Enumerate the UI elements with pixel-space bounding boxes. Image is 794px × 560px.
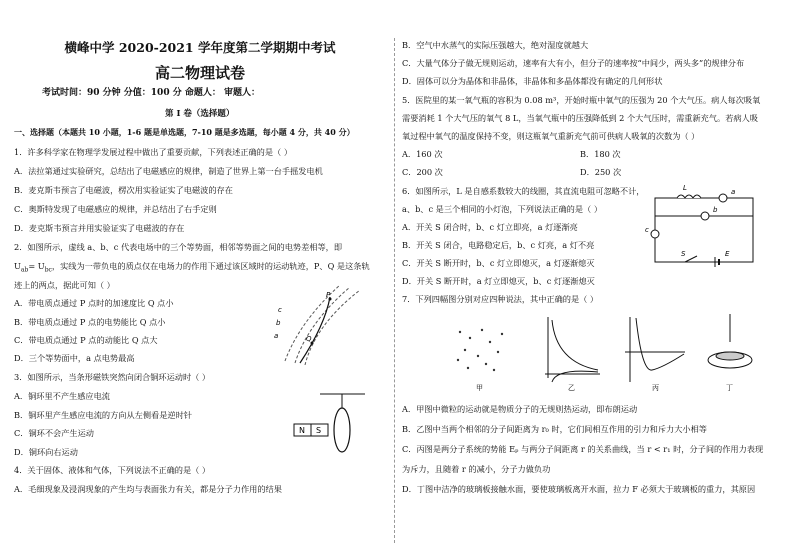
q4-option-c: C．大量气体分子做无规则运动，速率有大有小，但分子的速率按“中间少，两头多”的规律分布 (402, 58, 745, 68)
label-ding: 丁 (726, 384, 733, 392)
label-q: Q (306, 335, 312, 343)
column-divider (394, 38, 396, 543)
copper-ring (334, 408, 350, 452)
q2-stem-3: 迹上的两点，据此可知（ ） (14, 280, 115, 290)
q3-option-a: A．铜环里不产生感应电流 (14, 391, 110, 401)
q2-option-c: C．带电质点通过 P 点的动能比 Q 点大 (14, 335, 158, 345)
exam-info: 考试时间：90 分钟 分值：100 分 命题人： 审题人： (42, 88, 260, 98)
figure-bing (625, 317, 685, 392)
label-s: S (316, 426, 322, 435)
q7-option-c-cont: 为斥力，且随着 r 的减小，分子力做负功 (402, 464, 551, 474)
lamp-c (651, 230, 659, 238)
equipotential-c (285, 285, 340, 361)
q2-stem-2 (14, 261, 370, 276)
q5-option-c: C．200 次 (402, 167, 443, 177)
q6-option-d: D．开关 S 断开时，a 灯立即熄灭，b、c 灯逐渐熄灭 (402, 276, 595, 286)
q7-figures (440, 312, 780, 397)
q1-option-a: A．法拉第通过实验研究，总结出了电磁感应的规律，制造了世界上第一台手摇发电机 (14, 166, 323, 176)
q2-stem-eq: = U (28, 261, 45, 271)
q7-option-a: A．甲图中微粒的运动就是物质分子的无规则热运动，即布朗运动 (402, 404, 638, 414)
q6-stem-2: a、b、c 是三个相同的小灯泡，下列说法正确的是（ ） (402, 204, 603, 214)
q5-stem-2: 需要消耗 1 个大气压的氧气 8 L，当氧气瓶中的压强降低到 2 个大气压时，需重新充气。若病人吸 (402, 113, 758, 123)
lamp-b (701, 212, 709, 220)
q6-stem-1: 6．如图所示，L 是自感系数较大的线圈，其直流电阻可忽略不计， (402, 186, 645, 196)
q1-option-b: B．麦克斯韦预言了电磁波，楞次用实验证实了电磁波的存在 (14, 185, 233, 195)
label-yi: 乙 (568, 384, 575, 392)
exam-title: 横峰中学 2020-2021 学年度第二学期期中考试 (64, 40, 336, 55)
section-title: 第 I 卷（选择题） (165, 109, 235, 119)
q7-option-d: D．丁图中洁净的玻璃板接触水面，要使玻璃板离开水面，拉力 F 必须大于玻璃板的重力，其原因 (402, 484, 756, 494)
label-jia: 甲 (476, 384, 483, 392)
q2-stem-1: 2．如图所示，虚线 a、b、c 代表电场中的三个等势面，相邻等势面之间的电势差相等，即 (14, 242, 343, 252)
q2-stem-rest: ，实线为一带负电的质点仅在电场力的作用下通过该区域时的运动轨迹，P、Q 是这条轨 (51, 261, 370, 271)
q5-stem-1: 5．医院里的某一氧气瓶的容积为 0.08 m³，开始时瓶中氧气的压强为 20 个大气压。病人每次吸氧 (402, 95, 761, 105)
figure-yi (545, 317, 600, 392)
yi-curve-2 (552, 371, 598, 382)
equipotential-b (295, 287, 350, 363)
label-c: c (645, 226, 649, 234)
q4-option-b: B．空气中水蒸气的实际压强越大，绝对湿度就越大 (402, 40, 589, 50)
q5-option-d: D．250 次 (580, 167, 622, 177)
yi-curve-1 (552, 320, 598, 370)
q3-figure (280, 388, 380, 460)
q5-option-b: B．180 次 (580, 149, 621, 159)
q6-option-a: A．开关 S 闭合时，b、c 灯立即亮，a 灯逐渐亮 (402, 222, 578, 232)
q6-option-c: C．开关 S 断开时，b、c 灯立即熄灭，a 灯逐渐熄灭 (402, 258, 595, 268)
q3-option-d: D．铜环向右运动 (14, 447, 78, 457)
label-bing: 丙 (652, 384, 659, 392)
label-b: b (276, 319, 281, 327)
q3-stem: 3．如图所示，当条形磁铁突然向闭合铜环运动时（ ） (14, 372, 211, 382)
q5-option-a: A．160 次 (402, 149, 443, 159)
q5-stem-3: 氧过程中氧气的温度保持不变，则这瓶氧气重新充气前可供病人吸氧的次数为（ ） (402, 131, 700, 141)
q4-option-a: A．毛细现象及浸润现象的产生均与表面张力有关，都是分子力作用的结果 (14, 484, 282, 494)
figure-ding (708, 314, 752, 392)
q2-stem-u: U (14, 261, 21, 271)
label-p: P (326, 291, 331, 299)
q6-circuit (645, 184, 763, 272)
label-n: N (299, 426, 305, 435)
q7-option-c: C．丙图是两分子系统的势能 Eₚ 与两分子间距离 r 的关系曲线，当 r < r₁ 时，分子间的作用力表现 (402, 444, 764, 454)
q6-option-b: B．开关 S 闭合，电路稳定后，b、c 灯亮，a 灯不亮 (402, 240, 595, 250)
q2-stem-ab: ab (20, 266, 29, 274)
lamp-a (719, 194, 727, 202)
label-a: a (731, 188, 736, 196)
section-instructions: 一、选择题（本题共 10 小题，1-6 题是单选题，7-10 题是多选题，每小题 4 分，共 40 分） (14, 127, 355, 137)
bing-curve (636, 318, 684, 370)
label-l: L (683, 184, 687, 192)
trajectory (300, 297, 330, 363)
q1-option-c: C．奥斯特发现了电磁感应的规律，并总结出了右手定则 (14, 204, 217, 214)
q7-stem: 7．下列四幅图分别对应四种说法，其中正确的是（ ） (402, 294, 599, 304)
label-s: S (681, 250, 686, 258)
inductor-l (677, 195, 701, 198)
label-b: b (713, 206, 718, 214)
q1-stem: 1．许多科学家在物理学发展过程中做出了重要贡献，下列表述正确的是（ ） (14, 147, 293, 157)
exam-subtitle: 高二物理试卷 (154, 64, 245, 82)
q2-option-d: D．三个等势面中，a 点电势最高 (14, 353, 135, 363)
q3-option-b: B．铜环里产生感应电流的方向从左侧看是逆时针 (14, 410, 192, 420)
label-e: E (725, 250, 730, 258)
circuit-frame (655, 198, 753, 262)
q2-option-b: B．带电质点通过 P 点的电势能比 Q 点小 (14, 317, 166, 327)
q2-stem-bc: bc (44, 266, 52, 274)
switch-s (685, 256, 697, 262)
q7-option-b: B．乙图中当两个相邻的分子间距离为 r₀ 时，它们间相互作用的引力和斥力大小相等 (402, 424, 707, 434)
figure-jia (457, 329, 503, 392)
q4-stem: 4．关于固体、液体和气体，下列说法不正确的是（ ） (14, 465, 211, 475)
label-a: a (274, 332, 279, 340)
q2-option-a: A．带电质点通过 P 点时的加速度比 Q 点小 (14, 298, 174, 308)
q1-option-d: D．麦克斯韦预言并用实验证实了电磁波的存在 (14, 223, 185, 233)
label-c: c (278, 306, 282, 314)
q4-option-d: D．固体可以分为晶体和非晶体，非晶体和多晶体都没有确定的几何形状 (402, 76, 663, 86)
ding-glass-plate (716, 352, 744, 360)
q2-figure (270, 285, 380, 365)
q3-option-c: C．铜环不会产生运动 (14, 428, 94, 438)
